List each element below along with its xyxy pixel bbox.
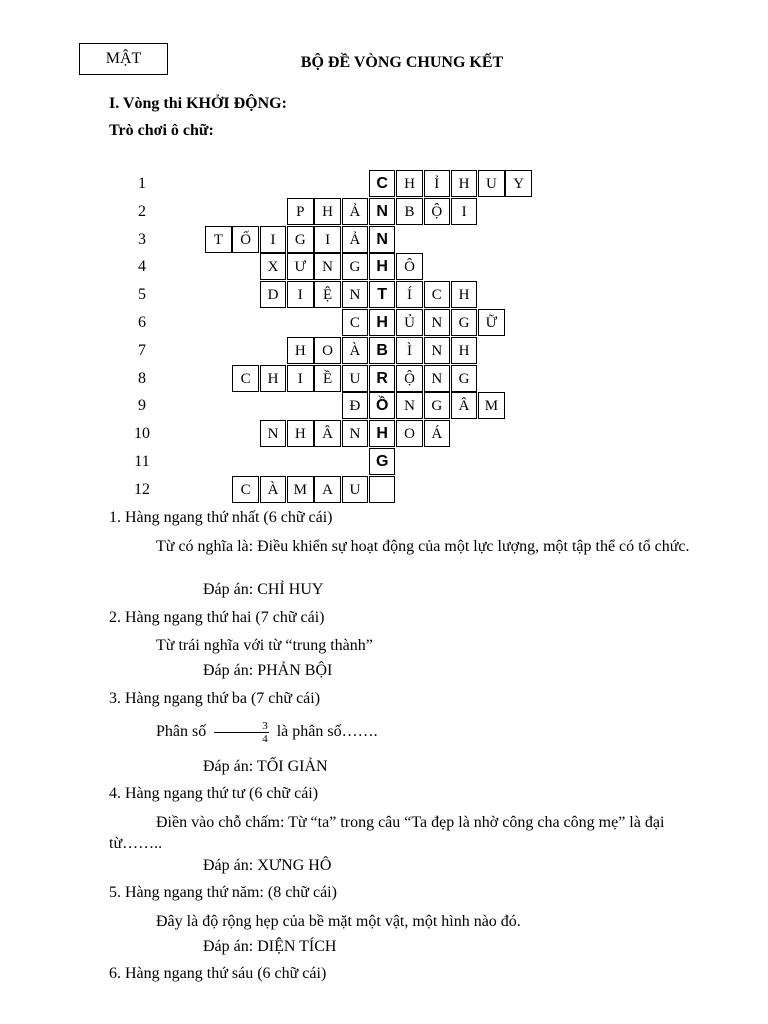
crossword-cell: O — [396, 420, 423, 447]
crossword-cell: I — [287, 365, 314, 392]
crossword-cell: Ì — [396, 337, 423, 364]
crossword-cell: U — [478, 170, 505, 197]
crossword-cell: Ả — [342, 226, 369, 253]
crossword-cell: À — [260, 476, 287, 503]
question-description: Điền vào chỗ chấm: Từ “ta” trong câu “Ta đẹp là nhờ công cha công mẹ” là đại từ…….. — [109, 814, 665, 852]
crossword-key-cell: N — [369, 198, 396, 225]
crossword-cell: Ủ — [396, 309, 423, 336]
crossword-cell: Â — [314, 420, 341, 447]
crossword-row-number: 1 — [138, 175, 146, 192]
question-description: Đây là độ rộng hẹp của bề mặt một vật, một hình nào đó. — [156, 913, 521, 930]
crossword-key-cell: T — [369, 281, 396, 308]
question-answer: Đáp án: DIỆN TÍCH — [203, 938, 337, 955]
crossword-cell: Ộ — [424, 198, 451, 225]
section-subheading: Trò chơi ô chữ: — [109, 122, 214, 139]
crossword-cell: Ỉ — [424, 170, 451, 197]
crossword-cell: G — [451, 365, 478, 392]
crossword-key-cell: H — [369, 253, 396, 280]
crossword-key-cell: H — [369, 309, 396, 336]
crossword-cell: G — [424, 392, 451, 419]
secret-label: MẬT — [105, 50, 142, 67]
crossword-cell: Í — [396, 281, 423, 308]
crossword-cell: N — [342, 420, 369, 447]
crossword-cell: G — [287, 226, 314, 253]
crossword-cell: N — [424, 365, 451, 392]
crossword-cell: H — [451, 170, 478, 197]
crossword-cell: U — [342, 476, 369, 503]
crossword-cell: Đ — [342, 392, 369, 419]
crossword-cell: T — [205, 226, 232, 253]
question-description — [109, 715, 699, 749]
crossword-key-cell: N — [369, 226, 396, 253]
crossword-row-number: 12 — [134, 480, 150, 498]
crossword-cell: I — [451, 198, 478, 225]
crossword-cell: Á — [424, 420, 451, 447]
crossword-cell: Ố — [232, 226, 259, 253]
crossword-row-number: 2 — [138, 202, 146, 220]
crossword-row-number: 7 — [138, 341, 146, 359]
crossword-cell: G — [451, 309, 478, 336]
question-description: Từ trái nghĩa với từ “trung thành” — [156, 637, 373, 654]
crossword-key-cell: Ồ — [369, 392, 396, 419]
crossword-key-cell: B — [369, 337, 396, 364]
crossword-cell: N — [342, 281, 369, 308]
crossword-cell: X — [260, 253, 287, 280]
crossword-key-cell: R — [369, 365, 396, 392]
crossword-cell: H — [287, 420, 314, 447]
crossword-cell: D — [260, 281, 287, 308]
crossword-row-number: 8 — [138, 369, 146, 387]
crossword-cell: C — [342, 309, 369, 336]
page-title: BỘ ĐỀ VÒNG CHUNG KẾT — [300, 54, 504, 71]
fraction — [214, 720, 269, 745]
section-heading: I. Vòng thi KHỞI ĐỘNG: — [109, 95, 287, 112]
question-title: 6. Hàng ngang thứ sáu (6 chữ cái) — [109, 965, 327, 982]
question-answer: Đáp án: PHẢN BỘI — [203, 662, 333, 679]
crossword-cell: B — [396, 198, 423, 225]
question-answer: Đáp án: CHỈ HUY — [203, 581, 324, 598]
crossword-row-number: 6 — [138, 314, 146, 331]
crossword-cell: C — [424, 281, 451, 308]
crossword-cell: G — [342, 253, 369, 280]
crossword-cell: H — [451, 281, 478, 308]
fraction-numerator: 3 — [214, 720, 269, 733]
crossword-cell: A — [314, 476, 341, 503]
crossword-cell: C — [232, 365, 259, 392]
crossword-cell: C — [232, 476, 259, 503]
crossword-cell: P — [287, 198, 314, 225]
crossword-cell: H — [287, 337, 314, 364]
crossword-cell: O — [314, 337, 341, 364]
crossword-cell: M — [478, 392, 505, 419]
crossword-key-cell: C — [369, 170, 396, 197]
crossword-cell: N — [396, 392, 423, 419]
crossword-cell: I — [314, 226, 341, 253]
crossword-cell: I — [260, 226, 287, 253]
crossword-cell: H — [314, 198, 341, 225]
crossword-row-number: 9 — [138, 397, 146, 415]
crossword-cell: H — [451, 337, 478, 364]
crossword-cell: Â — [451, 392, 478, 419]
fraction-suffix: là phân số……. — [276, 723, 378, 740]
crossword-cell: N — [260, 420, 287, 447]
crossword-key-cell: H — [369, 420, 396, 447]
crossword-cell: U — [342, 365, 369, 392]
crossword-cell: Ô — [396, 253, 423, 280]
crossword-cell: Ư — [287, 253, 314, 280]
question-title: 2. Hàng ngang thứ hai (7 chữ cái) — [109, 609, 325, 626]
question-title: 4. Hàng ngang thứ tư (6 chữ cái) — [109, 785, 319, 802]
crossword-cell: Ệ — [314, 281, 341, 308]
crossword-cell: N — [424, 309, 451, 336]
crossword-cell: Ả — [342, 198, 369, 225]
crossword-cell: Ộ — [396, 365, 423, 392]
crossword-row-number: 3 — [138, 230, 146, 248]
fraction-denominator: 4 — [262, 732, 268, 745]
question-title: 5. Hàng ngang thứ năm: (8 chữ cái) — [109, 884, 337, 901]
crossword-row-number: 5 — [138, 286, 146, 304]
crossword-cell: Ề — [314, 365, 341, 392]
fraction-prefix: Phân số — [156, 723, 207, 740]
question-title: 1. Hàng ngang thứ nhất (6 chữ cái) — [109, 509, 333, 526]
crossword-row-number: 4 — [138, 258, 146, 276]
crossword-cell: Y — [505, 170, 532, 197]
crossword-cell: N — [314, 253, 341, 280]
crossword-cell: N — [424, 337, 451, 364]
crossword-cell: H — [260, 365, 287, 392]
question-answer: Đáp án: TỐI GIẢN — [203, 758, 328, 775]
question-answer: Đáp án: XƯNG HÔ — [203, 857, 332, 874]
question-description: Từ có nghĩa là: Điều khiển sự hoạt động của một lực lượng, một tập thể có tổ chức. — [156, 538, 690, 555]
crossword-row-number: 10 — [134, 425, 150, 443]
crossword-key-cell — [369, 476, 396, 503]
question-title: 3. Hàng ngang thứ ba (7 chữ cái) — [109, 690, 321, 707]
crossword-row-number: 11 — [134, 453, 150, 470]
crossword-cell: Ữ — [478, 309, 505, 336]
crossword-cell: H — [396, 170, 423, 197]
crossword-cell: M — [287, 476, 314, 503]
crossword-cell: À — [342, 337, 369, 364]
crossword-cell: I — [287, 281, 314, 308]
crossword-key-cell: G — [369, 448, 396, 475]
